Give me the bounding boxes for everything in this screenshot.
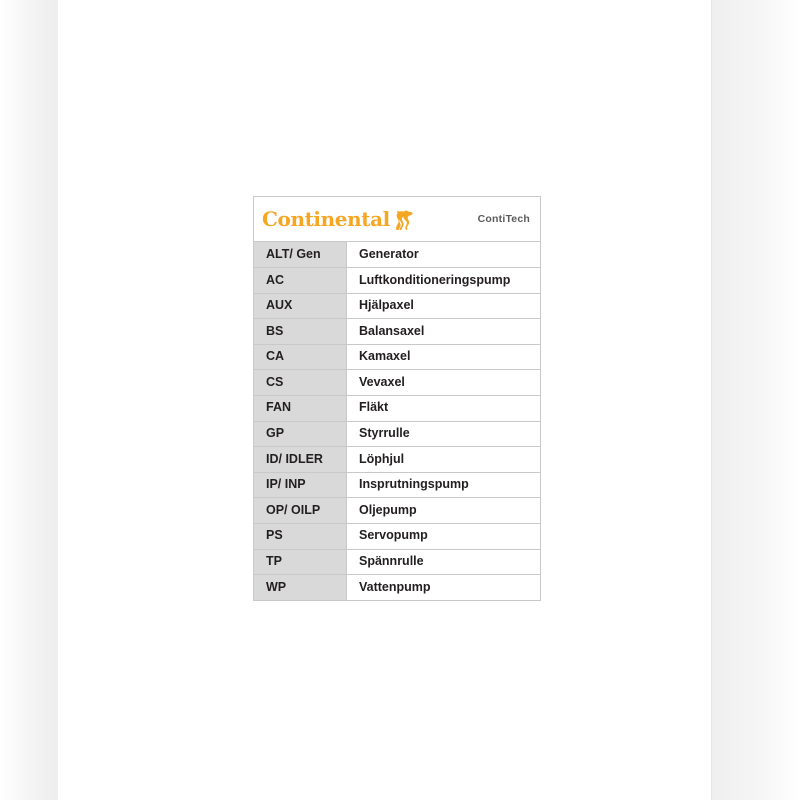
table-row	[254, 575, 540, 601]
table-row	[254, 370, 540, 396]
abbreviation-cell: CS	[254, 370, 347, 396]
term-cell: Kamaxel	[347, 344, 541, 370]
table-row	[254, 472, 540, 498]
abbreviation-legend-card	[253, 196, 541, 601]
term-cell: Oljepump	[347, 498, 541, 524]
abbreviation-cell: AC	[254, 268, 347, 294]
horse-logo-icon	[393, 208, 413, 230]
brand-header	[254, 197, 540, 242]
abbreviation-table-body	[254, 242, 540, 600]
table-row	[254, 268, 540, 294]
term-cell: Generator	[347, 242, 541, 268]
table-row	[254, 319, 540, 345]
abbreviation-cell: WP	[254, 575, 347, 601]
page-edge-shading-left	[0, 0, 58, 800]
abbreviation-cell: TP	[254, 549, 347, 575]
page-edge-line	[711, 0, 712, 800]
abbreviation-cell: AUX	[254, 293, 347, 319]
abbreviation-cell: GP	[254, 421, 347, 447]
term-cell: Fläkt	[347, 396, 541, 422]
term-cell: Spännrulle	[347, 549, 541, 575]
abbreviation-cell: BS	[254, 319, 347, 345]
abbreviation-cell: IP/ INP	[254, 472, 347, 498]
abbreviation-cell: PS	[254, 524, 347, 550]
table-row	[254, 524, 540, 550]
table-row	[254, 498, 540, 524]
term-cell: Balansaxel	[347, 319, 541, 345]
continental-logo	[262, 208, 413, 230]
abbreviation-cell: ID/ IDLER	[254, 447, 347, 473]
abbreviation-cell: OP/ OILP	[254, 498, 347, 524]
page-edge-shading-right	[712, 0, 800, 800]
term-cell: Servopump	[347, 524, 541, 550]
contitech-sub-brand: ContiTech	[477, 213, 530, 225]
table-row	[254, 447, 540, 473]
table-row	[254, 421, 540, 447]
table-row	[254, 396, 540, 422]
table-row	[254, 242, 540, 268]
term-cell: Hjälpaxel	[347, 293, 541, 319]
abbreviation-cell: FAN	[254, 396, 347, 422]
abbreviation-table	[254, 242, 540, 600]
table-row	[254, 344, 540, 370]
abbreviation-cell: ALT/ Gen	[254, 242, 347, 268]
term-cell: Luftkonditioneringspump	[347, 268, 541, 294]
term-cell: Vevaxel	[347, 370, 541, 396]
term-cell: Vattenpump	[347, 575, 541, 601]
abbreviation-cell: CA	[254, 344, 347, 370]
brand-wordmark: Continental	[262, 207, 390, 231]
term-cell: Styrrulle	[347, 421, 541, 447]
table-row	[254, 549, 540, 575]
term-cell: Löphjul	[347, 447, 541, 473]
table-row	[254, 293, 540, 319]
term-cell: Insprutningspump	[347, 472, 541, 498]
